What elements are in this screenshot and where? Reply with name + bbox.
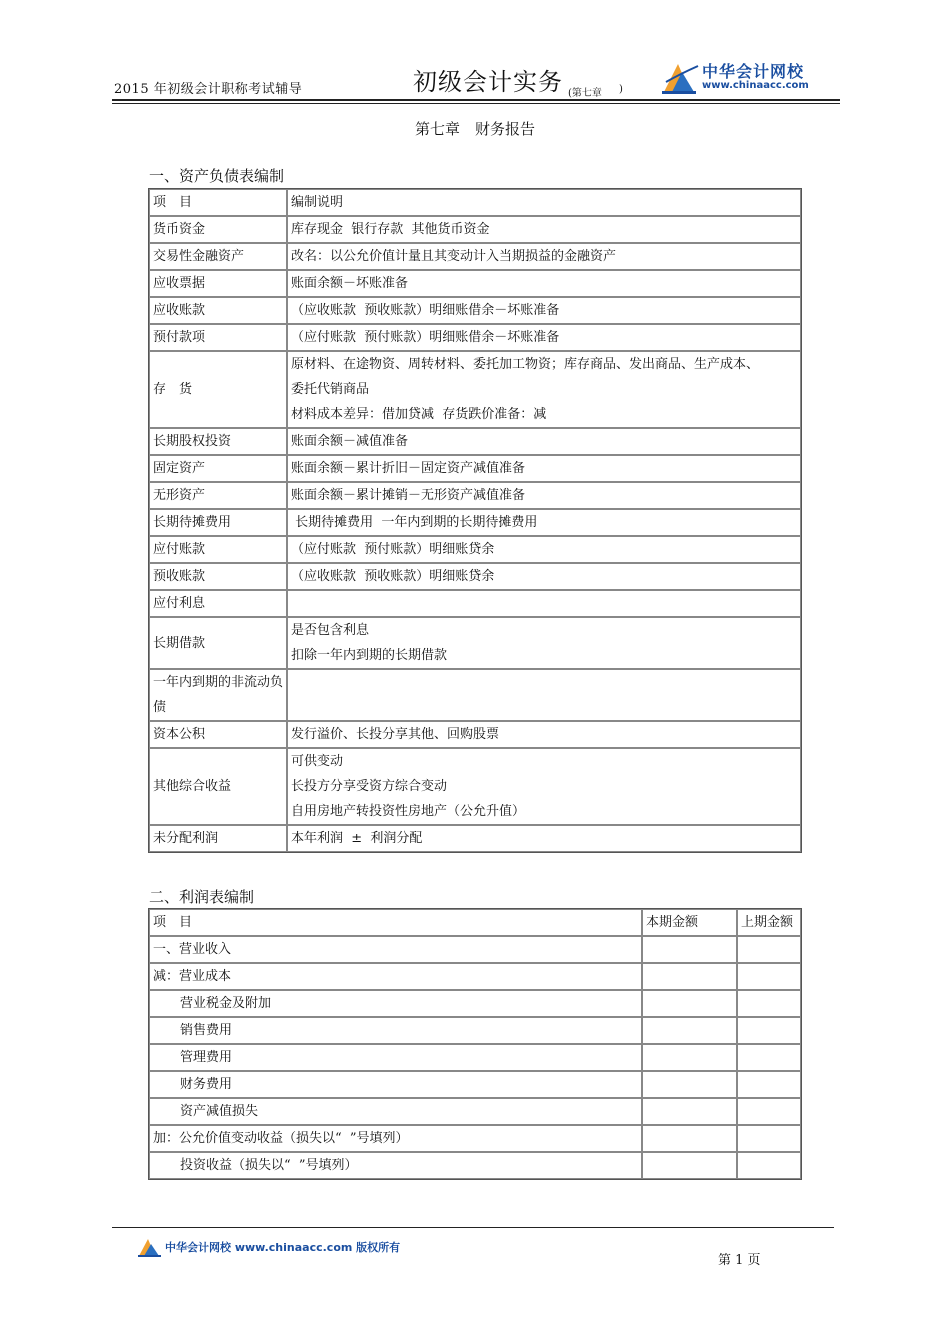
row-description: [287, 324, 801, 351]
table-row: [149, 1071, 801, 1098]
page-number: 第 1 页: [718, 1253, 761, 1268]
header-title: 初级会计实务: [413, 68, 563, 96]
row-item: 货币资金: [149, 216, 287, 243]
current-period-cell: [642, 1071, 737, 1098]
row-item: 应收票据: [149, 270, 287, 297]
current-period-cell: [642, 1152, 737, 1179]
prior-period-cell: [737, 1017, 801, 1044]
table-row: [149, 617, 801, 669]
current-period-cell: [642, 1017, 737, 1044]
row-description: [287, 482, 801, 509]
row-item: 营业税金及附加: [149, 990, 642, 1017]
table-row: [149, 1017, 801, 1044]
row-description: [287, 216, 801, 243]
table-row: [149, 324, 801, 351]
description-line: [291, 695, 797, 720]
table-row: [149, 721, 801, 748]
section1-title: 一、资产负债表编制: [149, 167, 285, 185]
table-row: [149, 1125, 801, 1152]
row-item: 管理费用: [149, 1044, 642, 1071]
prior-period-cell: [737, 1125, 801, 1152]
description-line: 库存现金 银行存款 其他货币资金: [291, 222, 490, 237]
header-rule-thin: [112, 103, 840, 104]
description-line: 本年利润 ± 利润分配: [291, 831, 423, 846]
description-line: 发行溢价、长投分享其他、回购股票: [291, 727, 500, 742]
header-tag: (第七章: [568, 88, 602, 99]
description-line: 自用房地产转投资性房地产（公允升值）: [291, 804, 526, 819]
table-row: [149, 936, 801, 963]
row-description: [287, 297, 801, 324]
description-line: 长期待摊费用 一年内到期的长期待摊费用: [291, 515, 538, 530]
table-row: [149, 748, 801, 825]
logo-triangle-icon: [660, 58, 700, 96]
row-description: [287, 617, 801, 669]
description-line: [291, 670, 797, 695]
row-item: 应付账款: [149, 536, 287, 563]
row-item: 应付利息: [149, 590, 287, 617]
table-row: [149, 1098, 801, 1125]
current-period-cell: [642, 1098, 737, 1125]
row-item: 长期待摊费用: [149, 509, 287, 536]
footer-rule: [112, 1227, 834, 1228]
prior-period-cell: [737, 1044, 801, 1071]
footer-text: 中华会计网校 www.chinaacc.com 版权所有: [165, 1241, 401, 1254]
table-row: [149, 216, 801, 243]
row-description: [287, 669, 801, 721]
header-prior-period: 上期金额: [737, 909, 801, 936]
description-line: 扣除一年内到期的长期借款: [291, 648, 448, 663]
description-line: 材料成本差异：借加贷减 存货跌价准备：减: [291, 407, 547, 422]
table-row: [149, 963, 801, 990]
row-item: 存 货: [149, 351, 287, 428]
row-description: [287, 536, 801, 563]
row-item: 未分配利润: [149, 825, 287, 852]
chinaacc-logo: [660, 58, 830, 98]
row-item: 无形资产: [149, 482, 287, 509]
row-item: 长期股权投资: [149, 428, 287, 455]
row-description: [287, 351, 801, 428]
table-header-row: [149, 909, 801, 936]
description-line: 委托代销商品: [291, 382, 370, 397]
table-row: [149, 1044, 801, 1071]
description-line: （应收账款 预收账款）明细账借余－坏账准备: [291, 303, 560, 318]
row-item: 预付款项: [149, 324, 287, 351]
table-row: [149, 536, 801, 563]
prior-period-cell: [737, 1152, 801, 1179]
row-description: [287, 563, 801, 590]
table-row: [149, 270, 801, 297]
table-row: [149, 189, 801, 216]
prior-period-cell: [737, 963, 801, 990]
table-row: [149, 563, 801, 590]
row-description: [287, 455, 801, 482]
prior-period-cell: [737, 1071, 801, 1098]
header-current-period: 本期金额: [642, 909, 737, 936]
description-line: 是否包含利息: [291, 623, 370, 638]
current-period-cell: [642, 936, 737, 963]
logo-url: www.chinaacc.com: [702, 80, 809, 91]
header-left-text: 2015 年初级会计职称考试辅导: [114, 82, 303, 97]
table-row: [149, 825, 801, 852]
row-item: 加：公允价值变动收益（损失以“ ”号填列）: [149, 1125, 642, 1152]
chapter-title: 第七章 财务报告: [414, 120, 535, 138]
header-rule: [112, 99, 840, 101]
description-line: 编制说明: [291, 195, 344, 210]
description-line: [291, 591, 797, 616]
row-item: 固定资产: [149, 455, 287, 482]
prior-period-cell: [737, 936, 801, 963]
row-item: 长期借款: [149, 617, 287, 669]
income-statement-table: [148, 908, 802, 1180]
description-line: （应收账款 预收账款）明细账贷余: [291, 569, 495, 584]
row-description: [287, 243, 801, 270]
row-description: [287, 748, 801, 825]
row-description: [287, 590, 801, 617]
description-line: 长投方分享受资方综合变动: [291, 779, 448, 794]
description-line: （应付账款 预付账款）明细账贷余: [291, 542, 495, 557]
current-period-cell: [642, 1125, 737, 1152]
header-item: 项 目: [149, 909, 642, 936]
row-description: [287, 428, 801, 455]
row-description: [287, 270, 801, 297]
table-row: [149, 590, 801, 617]
row-item: 一年内到期的非流动负债: [149, 669, 287, 721]
table-row: [149, 297, 801, 324]
row-item: 预收账款: [149, 563, 287, 590]
prior-period-cell: [737, 990, 801, 1017]
table-row: [149, 482, 801, 509]
row-item: 交易性金融资产: [149, 243, 287, 270]
logo-name: 中华会计网校: [702, 62, 805, 81]
current-period-cell: [642, 990, 737, 1017]
footer-logo: [137, 1236, 417, 1258]
row-item: 减：营业成本: [149, 963, 642, 990]
description-line: （应付账款 预付账款）明细账借余－坏账准备: [291, 330, 560, 345]
table-row: [149, 1152, 801, 1179]
table-row: [149, 428, 801, 455]
section2-title: 二、利润表编制: [149, 888, 255, 906]
row-description: [287, 721, 801, 748]
table-row: [149, 243, 801, 270]
current-period-cell: [642, 963, 737, 990]
row-item: 投资收益（损失以“ ”号填列）: [149, 1152, 642, 1179]
row-item: 其他综合收益: [149, 748, 287, 825]
row-description: [287, 825, 801, 852]
table-row: [149, 455, 801, 482]
row-item: 销售费用: [149, 1017, 642, 1044]
table-row: [149, 351, 801, 428]
table-row: [149, 509, 801, 536]
row-description: [287, 509, 801, 536]
row-item: 财务费用: [149, 1071, 642, 1098]
balance-sheet-table: [148, 188, 802, 853]
description-line: 账面余额－减值准备: [291, 434, 409, 449]
header-tag-close: ): [619, 84, 623, 95]
row-item: 项 目: [149, 189, 287, 216]
row-item: 一、营业收入: [149, 936, 642, 963]
table-row: [149, 669, 801, 721]
row-description: [287, 189, 801, 216]
current-period-cell: [642, 1044, 737, 1071]
description-line: 可供变动: [291, 754, 344, 769]
prior-period-cell: [737, 1098, 801, 1125]
description-line: 账面余额－累计摊销－无形资产减值准备: [291, 488, 526, 503]
description-line: 改名：以公允价值计量且其变动计入当期损益的金融资产: [291, 249, 617, 264]
description-line: 账面余额－坏账准备: [291, 276, 409, 291]
row-item: 资本公积: [149, 721, 287, 748]
row-item: 资产减值损失: [149, 1098, 642, 1125]
row-item: 应收账款: [149, 297, 287, 324]
description-line: 账面余额－累计折旧－固定资产减值准备: [291, 461, 526, 476]
table-row: [149, 990, 801, 1017]
footer-logo-icon: [137, 1236, 163, 1258]
description-line: 原材料、在途物资、周转材料、委托加工物资；库存商品、发出商品、生产成本、: [291, 357, 760, 372]
